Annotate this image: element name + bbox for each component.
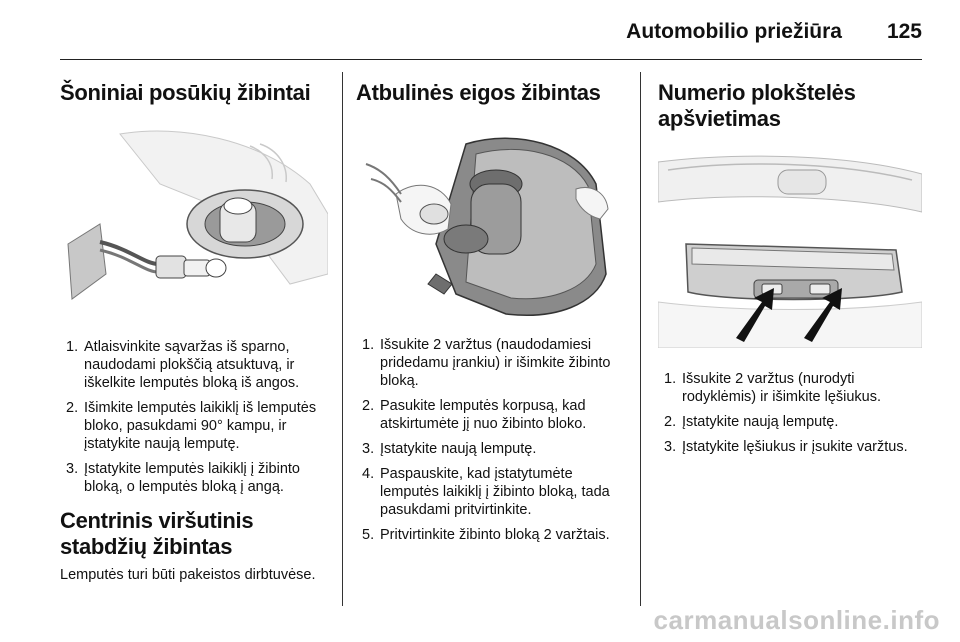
list-item: 2. Pasukite lemputės korpusą, kad atskirtumėte jį nuo žibinto bloko. (362, 398, 587, 432)
list-item: 3. Įstatykite naują lemputę. (362, 441, 537, 457)
instruction-list (658, 370, 922, 456)
list-item: 1. Atlaisvinkite sąvaržas iš sparno, naudodami plokščią atsuktuvą, ir iškelkite lemputės bloką iš angos. (66, 339, 300, 391)
list-item: 1. Išsukite 2 varžtus (nurodyti rodyklėmis) ir išimkite lęšiukus. (664, 371, 882, 405)
list-item: 4. Paspauskite, kad įstatytumėte lemputės laikiklį į žibinto bloką, tada pasukdami pritvirtinkite. (362, 466, 610, 518)
column-divider (342, 72, 343, 606)
column-side-turn-lights (60, 60, 328, 584)
instruction-list (60, 338, 328, 496)
instruction-list (356, 336, 624, 544)
column-reversing-light (356, 60, 624, 551)
column-divider (640, 72, 641, 606)
list-item: 2. Įstatykite naują lemputę. (664, 414, 839, 430)
list-item: 3. Įstatykite lęšiukus ir įsukite varžtus. (664, 439, 908, 455)
section-heading: Šoniniai posūkių žibintai (60, 80, 311, 105)
list-item: 3. Įstatykite lemputės laikiklį į žibinto bloką, o lemputės bloką į angą. (66, 461, 300, 495)
page-number: 125 (886, 20, 922, 43)
section-heading: Centrinis viršutinis stabdžių žibintas (60, 508, 254, 559)
figure-license-plate-light (658, 152, 922, 348)
site-watermark: carmanualsonline.info (653, 605, 940, 635)
chapter-title: Automobilio priežiūra (626, 20, 842, 43)
note-text: Lemputės turi būti pakeistos dirbtuvėse. (60, 567, 316, 583)
page-header (0, 0, 960, 60)
list-item: 5. Pritvirtinkite žibinto bloką 2 varžtais. (362, 527, 610, 543)
figure-side-turn-light (60, 124, 328, 320)
column-license-plate-light (658, 60, 922, 463)
list-item: 1. Išsukite 2 varžtus (naudodamiesi pridedamu įrankiu) ir išimkite žibinto bloką. (362, 337, 611, 389)
section-heading: Numerio plokštelės apšvietimas (658, 80, 856, 131)
list-item: 2. Išimkite lemputės laikiklį iš lemputės bloko, pasukdami 90° kampu, ir įstatykite naują lemputę. (66, 400, 317, 452)
figure-reversing-light (356, 124, 624, 322)
section-heading: Atbulinės eigos žibintas (356, 80, 601, 105)
